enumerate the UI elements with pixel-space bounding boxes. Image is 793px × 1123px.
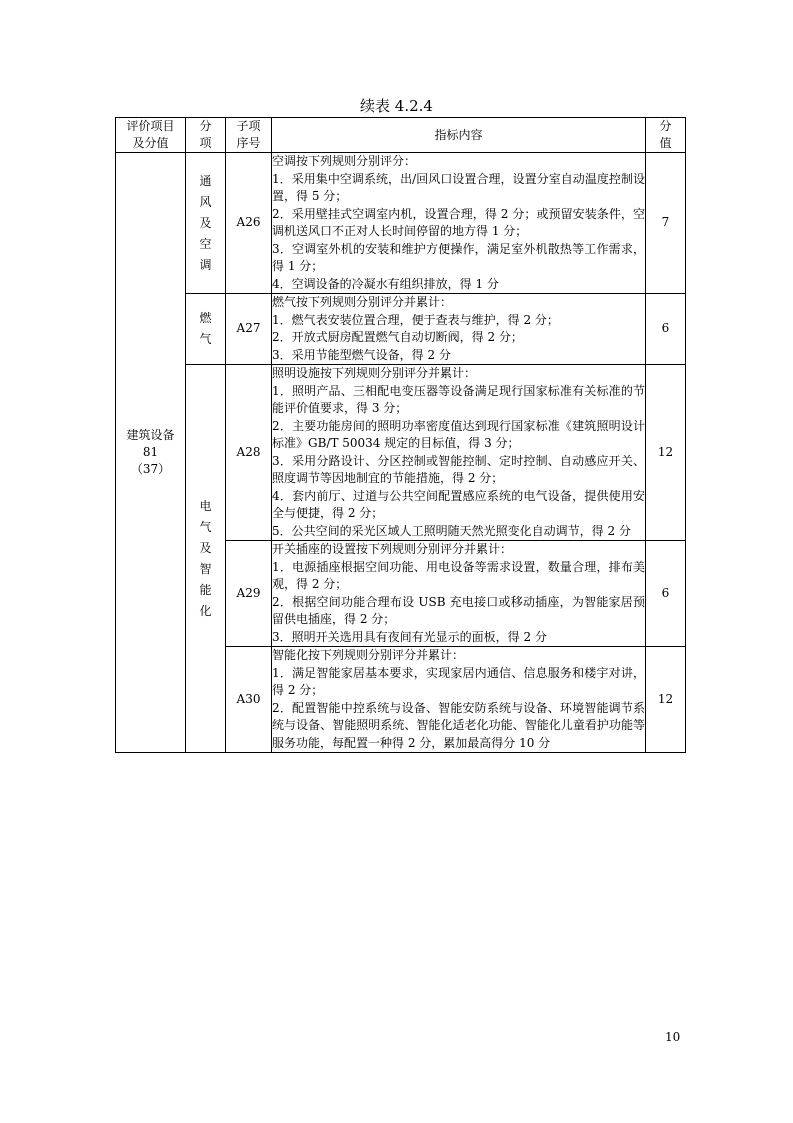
- code-cell: A28: [226, 365, 272, 541]
- content-line: 智能化按下列规则分别评分并累计：: [272, 648, 465, 662]
- content-line: 3．空调室外机的安装和维护方便操作，满足室外机散热等工作需求，得 1 分；: [272, 241, 645, 273]
- content-line: 1．照明产品、三相配电变压器等设备满足现行国家标准有关标准的节能评价值要求，得 3 分；: [272, 383, 645, 415]
- header-content: 指标内容: [272, 118, 646, 153]
- content-line: 燃气按下列规则分别评分并累计：: [272, 295, 453, 309]
- code-cell: A29: [226, 541, 272, 647]
- table-row: [116, 365, 686, 541]
- code-cell: A26: [226, 153, 272, 294]
- score-cell: 6: [646, 541, 686, 647]
- content-line: 2．采用壁挂式空调室内机，设置合理，得 2 分；或预留安装条件，空调机送风口不正对人长时间停留的地方得 1 分；: [272, 206, 645, 238]
- project-name: 建筑设备: [126, 428, 175, 442]
- content-cell: [272, 647, 646, 753]
- content-line: 照明设施按下列规则分别评分并累计：: [272, 366, 477, 380]
- header-score: 分值: [646, 118, 686, 153]
- page-number: 10: [665, 1030, 681, 1044]
- content-line: 开关插座的设置按下列规则分别评分并累计：: [272, 542, 513, 556]
- content-line: 1．采用集中空调系统，出/回风口设置合理，设置分室自动温度控制设置，得 5 分；: [272, 171, 645, 203]
- header-code: 子项序号: [226, 118, 272, 153]
- score-cell: 7: [646, 153, 686, 294]
- content-cell: [272, 541, 646, 647]
- content-line: 5．公共空间的采光区域人工照明随天然光照变化自动调节，得 2 分: [272, 523, 631, 538]
- content-line: 1．燃气表安装位置合理，便于查表与维护，得 2 分；: [272, 312, 559, 327]
- project-cell: [116, 153, 186, 753]
- project-points-alt: （37）: [130, 462, 171, 476]
- header-subitem: 分项: [186, 118, 226, 153]
- content-line: 2．根据空间功能合理布设 USB 充电接口或移动插座，为智能家居预留供电插座，得 2 分；: [272, 594, 645, 626]
- subitem-electrical: 电气及智能化: [186, 365, 226, 753]
- score-cell: 12: [646, 365, 686, 541]
- content-line: 空调按下列规则分别评分：: [272, 154, 417, 168]
- evaluation-table: [115, 117, 686, 753]
- content-cell: [272, 294, 646, 365]
- content-cell: [272, 153, 646, 294]
- score-cell: 12: [646, 647, 686, 753]
- table-row: [116, 294, 686, 365]
- content-line: 3．采用节能型燃气设备，得 2 分: [272, 347, 451, 362]
- content-line: 2．开放式厨房配置燃气自动切断阀，得 2 分；: [272, 330, 523, 344]
- content-line: 2．主要功能房间的照明功率密度值达到现行国家标准《建筑照明设计标准》GB/T 50034 规定的目标值，得 3 分；: [272, 418, 645, 450]
- table-row: [116, 153, 686, 294]
- subitem-gas: 燃气: [186, 294, 226, 365]
- content-line: 3．采用分路设计、分区控制或智能控制、定时控制、自动感应开关、照度调节等因地制宜的节能措施，得 2 分；: [272, 453, 645, 485]
- table-caption: 续表 4.2.4: [360, 97, 433, 115]
- table-header-row: [116, 118, 686, 153]
- content-cell: [272, 365, 646, 541]
- code-cell: A27: [226, 294, 272, 365]
- project-points: 81: [142, 445, 159, 459]
- content-line: 1．满足智能家居基本要求，实现家居内通信、信息服务和楼宇对讲，得 2 分；: [272, 665, 645, 697]
- code-cell: A30: [226, 647, 272, 753]
- header-project: 评价项目及分值: [116, 118, 186, 153]
- content-line: 2．配置智能中控系统与设备、智能安防系统与设备、环境智能调节系统与设备、智能照明系统、智能化适老化功能、智能化儿童看护功能等服务功能，每配置一种得 2 分，累加最高得分 10 分: [272, 700, 645, 750]
- content-line: 4．空调设备的冷凝水有组织排放，得 1 分: [272, 276, 499, 291]
- content-line: 1．电源插座根据空间功能、用电设备等需求设置，数量合理，排布美观，得 2 分；: [272, 559, 645, 591]
- content-line: 4．套内前厅、过道与公共空间配置感应系统的电气设备，提供使用安全与便捷，得 2 分；: [272, 488, 645, 520]
- content-line: 3．照明开关选用具有夜间有光显示的面板，得 2 分: [272, 629, 547, 644]
- score-cell: 6: [646, 294, 686, 365]
- subitem-hvac: 通风及空调: [186, 153, 226, 294]
